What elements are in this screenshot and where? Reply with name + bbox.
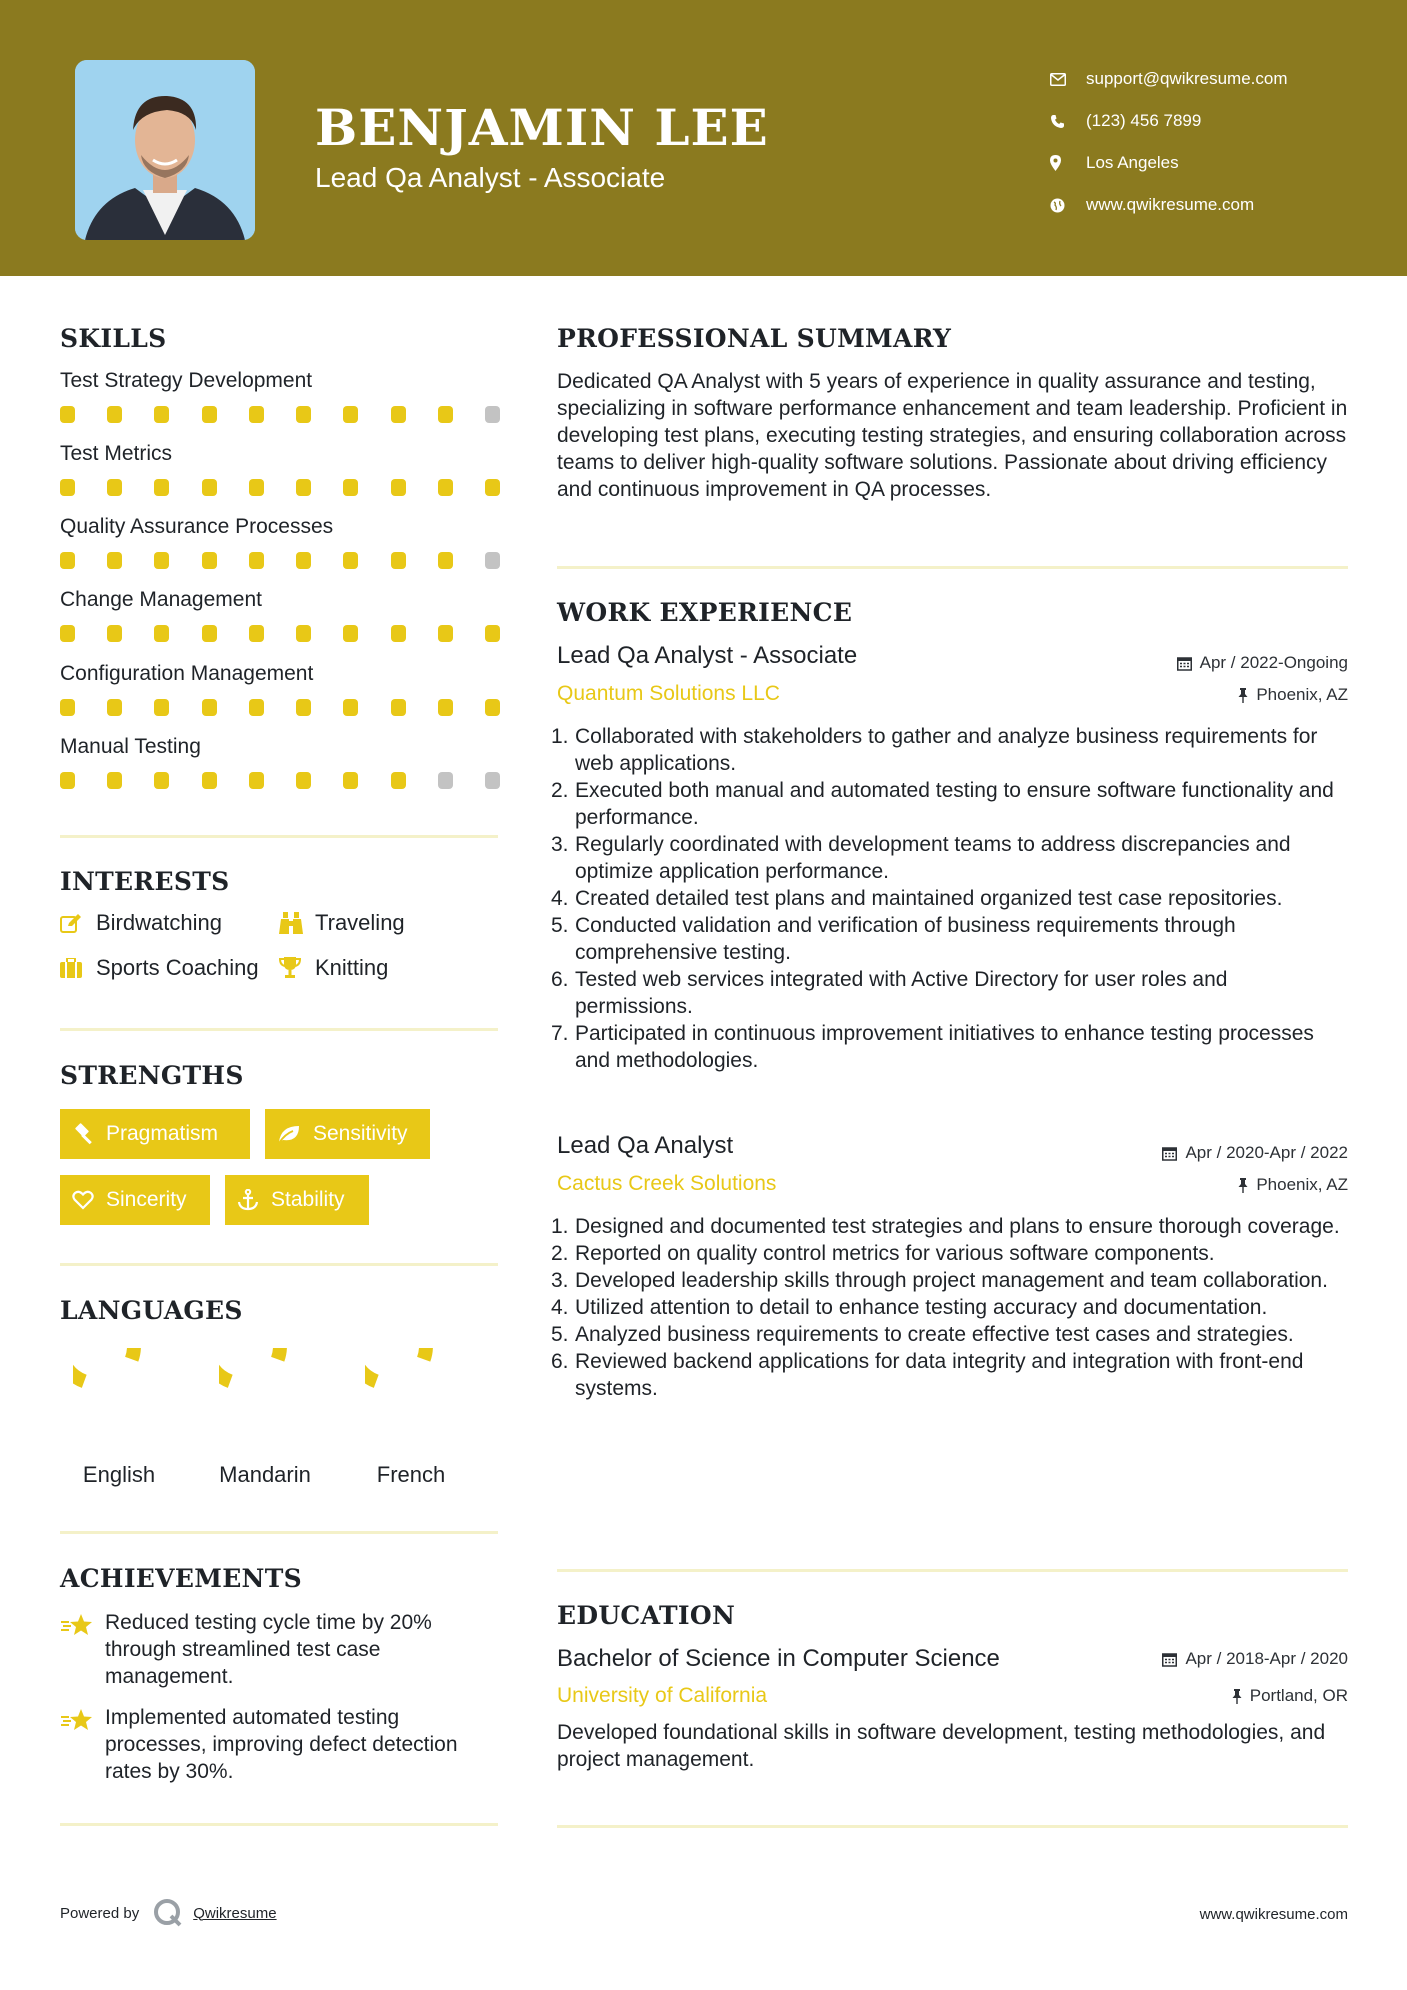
contact-location-text: Los Angeles [1086,153,1179,172]
contact-location [1050,142,1390,184]
skill-dot [249,552,264,569]
skill-dot [107,406,122,423]
skill-dot [485,625,500,642]
achievement-text: Implemented automated testing processes, improving defect detection rates by 30%. [105,1706,458,1783]
calendar-icon [1162,1146,1177,1161]
achievement-text: Reduced testing cycle time by 20% through streamlined test case management. [105,1611,432,1688]
contact-phone[interactable] [1050,100,1390,142]
skill-dot [343,699,358,716]
language-label: French [376,1462,446,1487]
section-divider [557,1569,1348,1572]
section-divider [60,1028,498,1031]
contact-list [1050,58,1390,226]
education-dates [1162,1649,1348,1669]
skill-dot [202,552,217,569]
pushpin-icon [1238,688,1248,703]
resume-header [0,0,1407,276]
skill-dot [485,699,500,716]
interest-label: Birdwatching [96,910,222,935]
job-dates [1162,1143,1348,1163]
language-item [195,1348,335,1488]
job-title: Lead Qa Analyst - Associate [557,642,858,669]
work-heading: WORK EXPERIENCE [557,598,853,627]
candidate-role: Lead Qa Analyst - Associate [315,162,666,193]
contact-website-text: www.qwikresume.com [1086,195,1255,214]
skill-dot [485,479,500,496]
skill-rating [60,406,500,423]
skill-dot [202,772,217,789]
job-bullets [551,1213,1351,1402]
gavel-icon [72,1123,94,1145]
language-level-ring [219,1348,311,1440]
school-name: University of California [557,1684,768,1707]
section-divider [557,1825,1348,1828]
job-bullets [551,723,1351,1074]
calendar-icon [1177,656,1192,671]
pencil-square-icon [60,913,96,933]
strength-tag [225,1175,369,1225]
job-bullet: 3. Regularly coordinated with development teams to address discrepancies and optimize application performance. [551,833,1291,883]
education-heading: EDUCATION [557,1601,736,1630]
skill-dot [438,406,453,423]
skill-dot [438,772,453,789]
skill-dot [60,479,75,496]
job-bullet: 4. Created detailed test plans and maintained organized test case repositories. [551,887,1283,910]
strength-tag [265,1109,430,1159]
skill-dot [485,552,500,569]
job-bullet: 5. Conducted validation and verification of business requirements through comprehensive testing. [551,914,1236,964]
language-level-arc [365,1348,426,1381]
job-bullet: 7. Participated in continuous improvement initiatives to enhance testing processes and methodologies. [551,1022,1314,1072]
skill-dot [343,552,358,569]
skill-dot [249,625,264,642]
skill-rating [60,699,500,716]
leaf-icon [277,1124,301,1144]
skill-dot [249,406,264,423]
strength-label: Stability [271,1188,345,1211]
skill-dot [391,479,406,496]
skill-dot [107,552,122,569]
language-item [49,1348,189,1488]
language-level-arc [219,1348,280,1381]
skill-dot [107,479,122,496]
skill-dot [107,772,122,789]
job-bullet: 3. Developed leadership skills through project management and team collaboration. [551,1269,1328,1292]
section-divider [60,1531,498,1534]
job-bullet: 6. Reviewed backend applications for data integrity and integration with front-end systems. [551,1350,1304,1400]
contact-email-text: support@qwikresume.com [1086,69,1288,88]
job-dates-text: Apr / 2020-Apr / 2022 [1185,1143,1348,1162]
trophy-icon [279,957,315,979]
job-title: Lead Qa Analyst [557,1132,734,1159]
interest-item [279,910,405,936]
summary-text: Dedicated QA Analyst with 5 years of experience in quality assurance and testing, specializing in software performance enhancement and team leadership. Proficient in developing test plans, executing testing strategies, and ensuring collaboration across teams to deliver high-quality software solutions. Passionate about driving efficiency and continuous improvement in QA processes. [557,370,1348,501]
language-label: Mandarin [219,1462,311,1487]
skill-dot [391,552,406,569]
contact-website[interactable] [1050,184,1390,226]
job-location [1238,1175,1348,1195]
skill-dot [296,625,311,642]
degree-title: Bachelor of Science in Computer Science [557,1645,1000,1672]
language-level-arc [73,1348,134,1381]
skill-dot [60,552,75,569]
job-location-text: Phoenix, AZ [1256,685,1348,704]
skill-dot [154,406,169,423]
achievement-item [60,1704,500,1785]
strength-tag [60,1175,210,1225]
pushpin-icon [1238,1178,1248,1193]
skill-dot [296,406,311,423]
heart-icon [72,1190,94,1210]
contact-email[interactable] [1050,58,1390,100]
skill-name: Quality Assurance Processes [60,515,334,538]
skill-dot [391,772,406,789]
skill-dot [154,772,169,789]
job-bullet: 1. Collaborated with stakeholders to gather and analyze business requirements for web applications. [551,725,1318,775]
interests-heading: INTERESTS [60,867,230,896]
skill-dot [438,699,453,716]
skill-dot [202,406,217,423]
section-divider [60,1823,498,1826]
section-divider [60,1263,498,1266]
skill-name: Change Management [60,588,262,611]
interest-item [279,955,388,981]
footer-powered-by [60,1898,277,1928]
achievement-item [60,1609,500,1690]
skill-dot [343,406,358,423]
skill-name: Test Metrics [60,442,173,465]
shooting-star-icon [60,1609,105,1690]
map-pin-icon [1050,155,1086,171]
strength-label: Pragmatism [106,1122,219,1145]
phone-icon [1050,114,1086,129]
skill-dot [107,699,122,716]
language-level-ring [73,1348,165,1440]
skill-dot [154,625,169,642]
job-bullet: 4. Utilized attention to detail to enhance testing accuracy and documentation. [551,1296,1268,1319]
skill-dot [202,479,217,496]
interest-item [60,910,222,936]
skill-rating [60,772,500,789]
education-location-text: Portland, OR [1249,1686,1348,1705]
job-bullet: 2. Reported on quality control metrics for various software components. [551,1242,1215,1265]
globe-icon [1050,198,1086,213]
skill-dot [391,699,406,716]
skill-name: Configuration Management [60,662,314,685]
pushpin-icon [1232,1689,1242,1704]
interest-item [60,955,259,981]
section-divider [60,835,498,838]
skill-dot [154,552,169,569]
skills-heading: SKILLS [60,324,167,353]
skill-dot [296,479,311,496]
job-bullet: 5. Analyzed business requirements to create effective test cases and strategies. [551,1323,1294,1346]
skill-dot [343,479,358,496]
strength-tag [60,1109,250,1159]
interest-label: Knitting [315,955,389,980]
skill-dot [438,625,453,642]
skill-dot [60,406,75,423]
contact-phone-text: (123) 456 7899 [1086,111,1202,130]
powered-by-text: Powered by [60,1904,140,1922]
education-text: Developed foundational skills in software development, testing methodologies, and project management. [557,1721,1326,1771]
skill-dot [154,479,169,496]
skill-dot [60,699,75,716]
skill-dot [107,625,122,642]
skill-rating [60,625,500,642]
job-bullet: 2. Executed both manual and automated testing to ensure software functionality and performance. [551,779,1334,829]
skill-dot [60,772,75,789]
skill-dot [343,625,358,642]
achievements-heading: ACHIEVEMENTS [60,1564,302,1593]
language-label: English [82,1462,156,1487]
skill-name: Manual Testing [60,735,201,758]
skill-dot [249,479,264,496]
skill-dot [391,406,406,423]
section-divider [557,566,1348,569]
job-location [1238,685,1348,705]
skill-dot [296,552,311,569]
interest-label: Sports Coaching [96,955,259,980]
education-location [1232,1686,1348,1706]
skill-dot [343,772,358,789]
skill-dot [438,479,453,496]
skill-dot [485,772,500,789]
job-location-text: Phoenix, AZ [1256,1175,1348,1194]
skill-dot [296,772,311,789]
summary-heading: PROFESSIONAL SUMMARY [557,324,952,353]
skill-rating [60,479,500,496]
skill-dot [296,699,311,716]
profile-photo [75,60,255,240]
skill-dot [485,406,500,423]
job-dates-text: Apr / 2022-Ongoing [1199,653,1348,672]
company-name: Cactus Creek Solutions [557,1172,777,1195]
calendar-icon [1162,1652,1177,1667]
shooting-star-icon [60,1704,105,1785]
strengths-heading: STRENGTHS [60,1061,244,1090]
languages-heading: LANGUAGES [60,1296,243,1325]
company-name: Quantum Solutions LLC [557,682,780,705]
skill-dot [249,699,264,716]
skill-rating [60,552,500,569]
briefcase-icon [60,958,96,978]
strength-label: Sincerity [106,1188,187,1211]
anchor-icon [237,1189,259,1211]
job-dates [1177,653,1348,673]
language-level-ring [365,1348,457,1440]
language-item [341,1348,481,1488]
education-dates-text: Apr / 2018-Apr / 2020 [1185,1649,1348,1668]
qwikresume-logo-icon [153,1898,183,1928]
envelope-icon [1050,73,1086,86]
interest-label: Traveling [315,910,405,935]
candidate-name: BENJAMIN LEE [315,98,769,157]
skill-dot [391,625,406,642]
skill-dot [60,625,75,642]
job-bullet: 6. Tested web services integrated with Active Directory for user roles and permissions. [551,968,1228,1018]
skill-dot [249,772,264,789]
skill-dot [438,552,453,569]
skill-name: Test Strategy Development [60,369,313,392]
footer-website[interactable]: www.qwikresume.com [1199,1906,1348,1923]
qwikresume-link[interactable]: Qwikresume [193,1904,277,1922]
skill-dot [202,625,217,642]
strength-label: Sensitivity [313,1122,408,1145]
skill-dot [154,699,169,716]
binoculars-icon [279,912,315,934]
job-bullet: 1. Designed and documented test strategies and plans to ensure thorough coverage. [551,1215,1340,1238]
skill-dot [202,699,217,716]
